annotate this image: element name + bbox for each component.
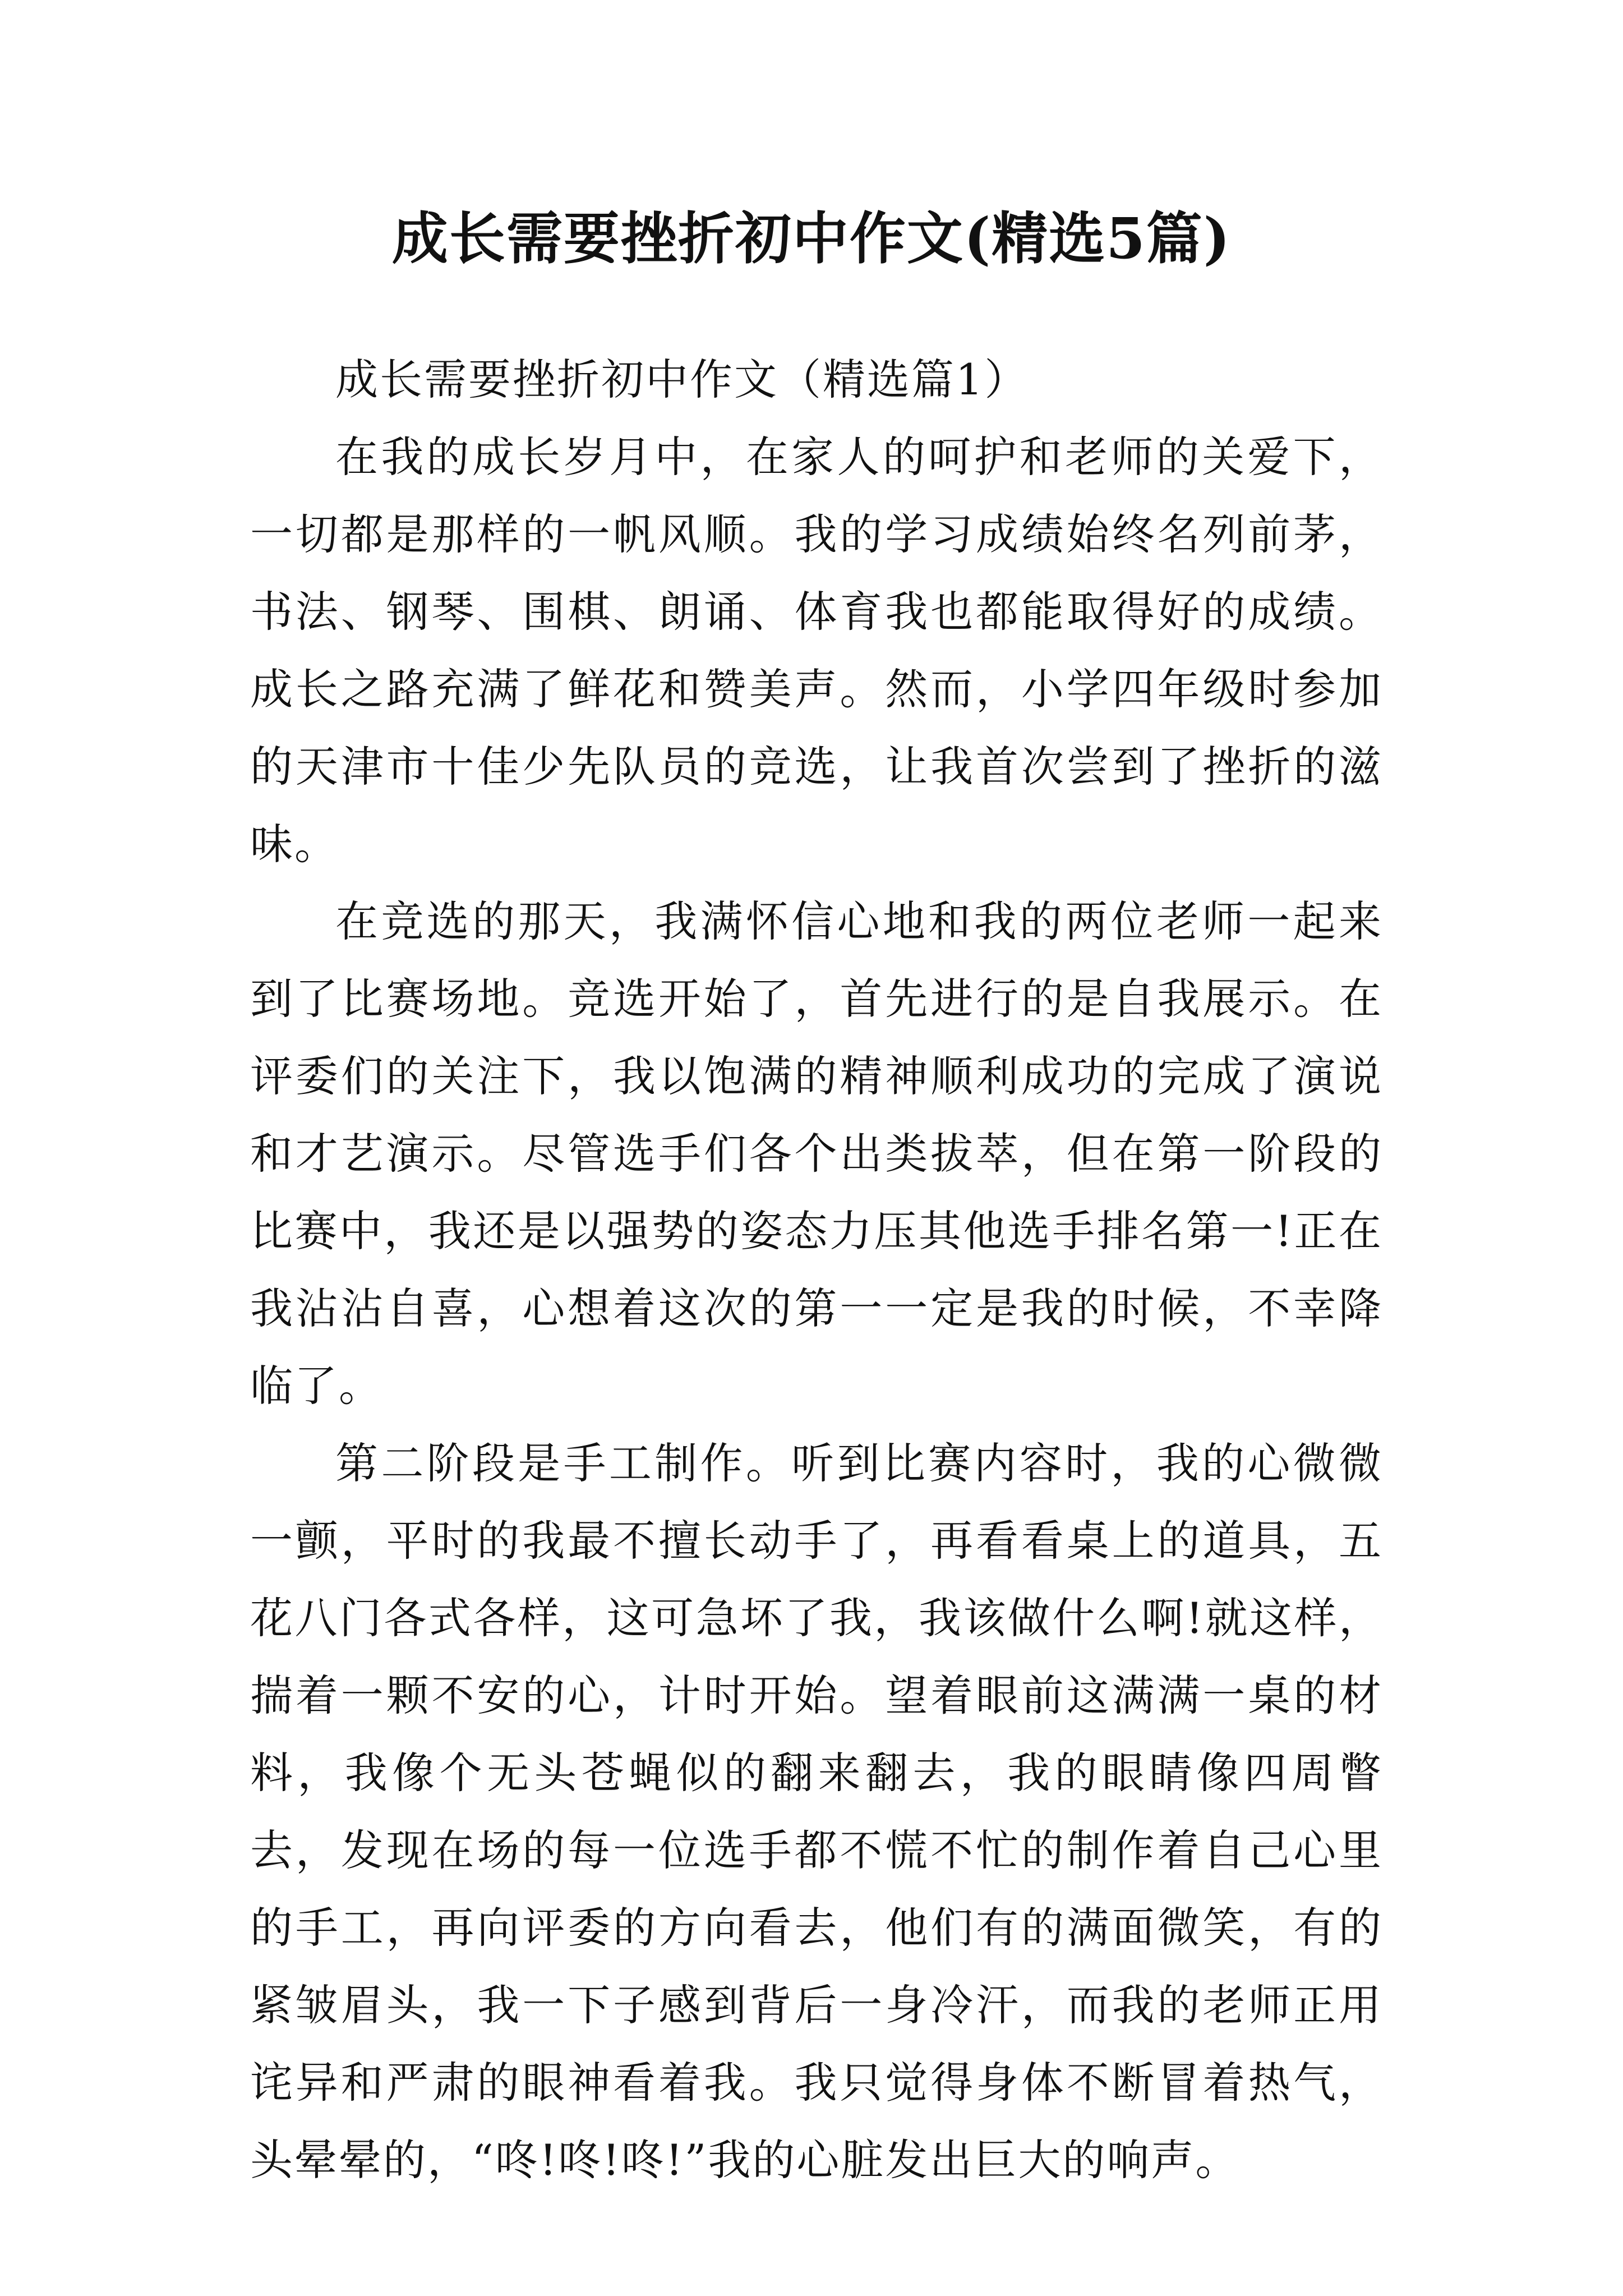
paragraph-1: 在我的成长岁月中，在家人的呵护和老师的关爱下，一切都是那样的一帆风顺。我的学习成绩始终名列前茅，书法、钢琴、围棋、朗诵、体育我也都能取得好的成绩。成长之路充满了鲜花和赞美声。然而，小学四年级时参加的天津市十佳少先队员的竞选，让我首次尝到了挫折的滋味。: [250, 432, 1383, 869]
document-title: 成长需要挫折初中作文(精选5篇): [391, 205, 1232, 272]
paragraph-2: 在竞选的那天，我满怀信心地和我的两位老师一起来到了比赛场地。竞选开始了，首先进行的是自我展示。在评委们的关注下，我以饱满的精神顺利成功的完成了演说和才艺演示。尽管选手们各个出类拔萃，但在第一阶段的比赛中，我还是以强势的姿态力压其他选手排名第一!正在我沾沾自喜，心想着这次的第一一定是我的时候，不幸降临了。: [250, 896, 1383, 1411]
section-heading: 成长需要挫折初中作文（精选篇1）: [335, 355, 1029, 404]
paragraph-3: 第二阶段是手工制作。听到比赛内容时，我的心微微一颤，平时的我最不擅长动手了，再看看桌上的道具，五花八门各式各样，这可急坏了我，我该做什么啊!就这样，揣着一颗不安的心，计时开始。望着眼前这满满一桌的材料，我像个无头苍蝇似的翻来翻去，我的眼睛像四周瞥去，发现在场的每一位选手都不慌不忙的制作着自己心里的手工，再向评委的方向看去，他们有的满面微笑，有的紧皱眉头，我一下子感到背后一身冷汗，而我的老师正用诧异和严肃的眼神看着我。我只觉得身体不断冒着热气，头晕晕的，“咚!咚!咚!”我的心脏发出巨大的响声。: [250, 1438, 1383, 2185]
document-body: [250, 341, 1383, 2199]
